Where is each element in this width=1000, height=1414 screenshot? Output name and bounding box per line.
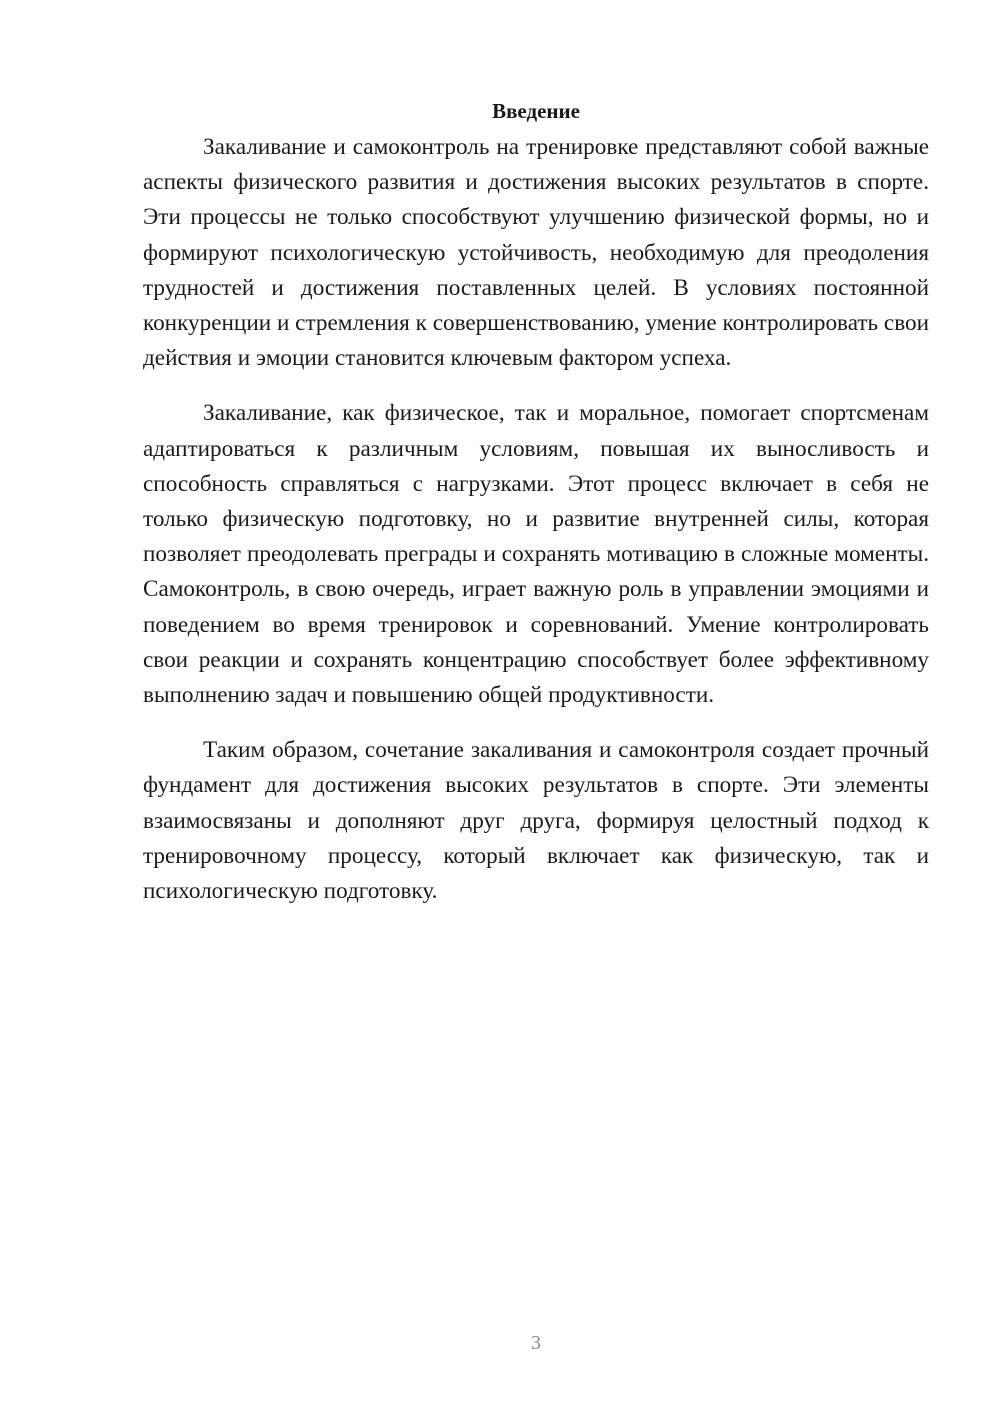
page-content [143,92,929,909]
paragraph-intro-3: Таким образом, сочетание закаливания и самоконтроля создает прочный фундамент для достижения высоких результатов в спорте. Эти элементы взаимосвязаны и дополняют друг друга, формируя целостный подход к тренировочному процессу, который включает как физическую, так и психологическую подготовку. [143,737,929,905]
paragraph-intro-1: Закаливание и самоконтроль на тренировке представляют собой важные аспекты физического развития и достижения высоких результатов в спорте. Эти процессы не только способствуют улучшению физической формы, но и формируют психологическую устойчивость, необходимую для преодоления трудностей и достижения поставленных целей. В условиях постоянной конкуренции и стремления к совершенствованию, умение контролировать свои действия и эмоции становится ключевым фактором успеха. [143,134,929,372]
section-heading: Введение [492,99,580,123]
page-number: 3 [531,1332,541,1354]
paragraph-intro-2: Закаливание, как физическое, так и моральное, помогает спортсменам адаптироваться к различным условиям, повышая их выносливость и способность справляться с нагрузками. Этот процесс включает в себя не только физическую подготовку, но и развитие внутренней силы, которая позволяет преодолевать преграды и сохранять мотивацию в сложные моменты. Самоконтроль, в свою очередь, играет важную роль в управлении эмоциями и поведением во время тренировок и соревнований. Умение контролировать свои реакции и сохранять концентрацию способствует более эффективному выполнению задач и повышению общей продуктивности. [143,400,929,709]
